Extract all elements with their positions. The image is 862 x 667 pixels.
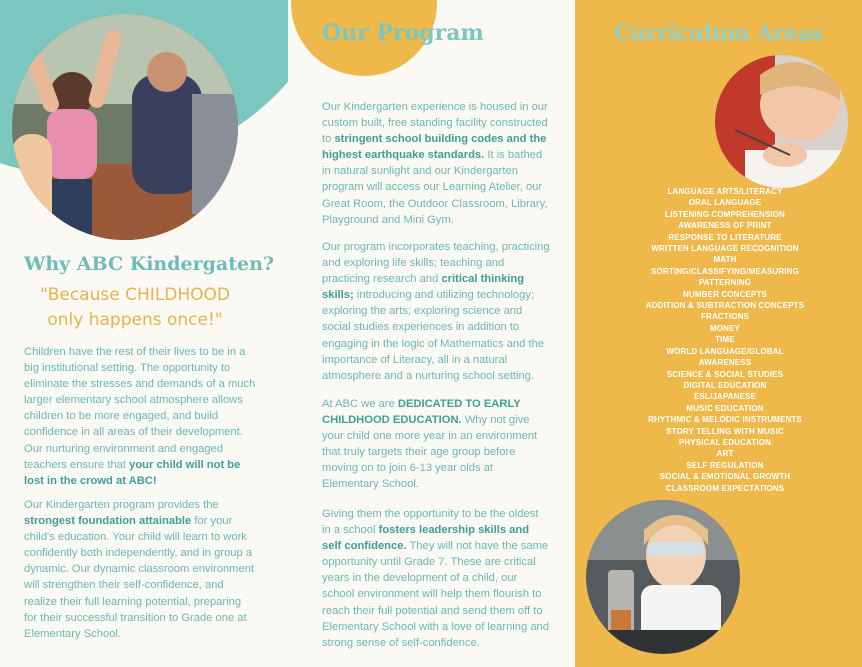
left-paragraph-1-bold: your child will not be lost in the crowd at ABC!: [24, 458, 241, 487]
curriculum-item: ADDITION & SUBTRACTION CONCEPTS: [645, 301, 805, 311]
quote-line-2: only happens once!": [47, 310, 223, 330]
right-panel: [575, 0, 862, 667]
middle-title: Our Program: [322, 20, 484, 46]
curriculum-item: MATH: [713, 255, 737, 265]
program-p2-text-a: Our program incorporates teaching, practicing and exploring life skills; teaching and practicing research and: [322, 241, 550, 286]
middle-panel: [288, 0, 575, 667]
left-paragraph-1-text: Children have the rest of their lives to be in a big institutional setting. The opportunity to eliminate the stresses and demands of a much larger elementary school atmosphere allows children to be more engaged, and build confidence in all areas of their development. Our nurturing environment and engaged teachers ensure that: [24, 346, 256, 471]
curriculum-item: RESPONSE TO LITERATURE: [668, 232, 782, 242]
left-paragraph-2-text-c: for your child's education. Your child will learn to work confidently both independently, and in group a dynamic. Our dynamic classroom environment will strengthen their self-confidence, and realize their full learning potential, preparing for their successful transition to Grade one at Elementary School.: [24, 515, 255, 640]
curriculum-item: MUSIC EDUCATION: [686, 403, 764, 413]
curriculum-item: DIGITAL EDUCATION: [683, 380, 767, 390]
curriculum-item: SCIENCE & SOCIAL STUDIES: [666, 369, 784, 379]
curriculum-item: MONEY: [709, 323, 741, 333]
program-p1-bold: stringent school building codes and the highest earthquake standards.: [322, 133, 547, 162]
program-paragraph-1: [322, 99, 550, 228]
curriculum-item: FRACTIONS: [700, 312, 749, 322]
curriculum-item: ORAL LANGUAGE: [688, 198, 762, 208]
left-paragraph-2-bold: strongest foundation attainable: [24, 515, 192, 528]
program-p3-text-a: At ABC we are: [322, 398, 398, 410]
program-p1-text-c: It is bathed in natural sunlight and our Kindergarten program will access our Learning Atelier, our Great Room, the Outdoor Classroom, Library, Playground and Mini Gym.: [322, 149, 548, 226]
curriculum-item: PATTERNING: [698, 278, 752, 288]
left-paragraph-2-text-a: Our Kindergarten program provides the: [24, 499, 219, 511]
curriculum-item: AWARENESS: [698, 358, 752, 368]
left-title: Why ABC Kindergaten?: [24, 253, 275, 275]
curriculum-item: ESL/JAPANESE: [693, 392, 757, 402]
curriculum-item: LANGUAGE ARTS/LITERACY: [667, 187, 783, 196]
program-paragraph-2: [322, 239, 550, 384]
curriculum-item: AWARENESS OF PRINT: [678, 221, 772, 231]
child-writing-circle-photo: [715, 55, 848, 188]
curriculum-item: LISTENING COMPREHENSION: [665, 209, 785, 219]
curriculum-item: SOCIAL & EMOTIONAL GROWTH: [659, 472, 791, 482]
program-p1-text-a: Our Kindergarten experience is housed in our custom built, free standing facility constructed to: [322, 101, 548, 146]
curriculum-item: ART: [716, 449, 734, 459]
quote-line-1: "Because CHILDHOOD: [39, 285, 231, 305]
left-paragraph-2: [24, 497, 256, 642]
curriculum-item: PHYSICAL EDUCATION: [678, 437, 772, 447]
program-p3-bold: DEDICATED TO EARLY CHILDHOOD EDUCATION.: [322, 398, 521, 427]
program-p2-bold: critical thinking skills;: [322, 273, 525, 302]
curriculum-item: WORLD LANGUAGE/GLOBAL: [666, 346, 784, 356]
curriculum-item: NUMBER CONCEPTS: [682, 289, 768, 299]
curriculum-item: SELF REGULATION: [686, 460, 764, 470]
curriculum-item: STORY TELLING WITH MUSIC: [666, 426, 784, 436]
curriculum-item: RHYTHMIC & MELODIC INSTRUMENTS: [648, 415, 802, 425]
left-panel: [0, 0, 288, 667]
child-science-circle-photo: [586, 500, 740, 654]
program-p4-text-c: They will not have the same opportunity until Grade 7. These are critical years in the development of a child, our school environment will help them flourish to reach their full potential and send them off to Elementary School with a love of learning and strong sense of self-confidence.: [322, 540, 549, 649]
curriculum-item: CLASSROOM EXPECTATIONS: [665, 483, 785, 493]
program-p4-text-a: Giving them the opportunity to be the oldest in a school: [322, 508, 539, 537]
curriculum-item: WRITTEN LANGUAGE RECOGNITION: [651, 244, 799, 254]
program-p4-bold: fosters leadership skills and self confidence.: [322, 524, 530, 553]
program-paragraph-3: [322, 396, 550, 493]
left-paragraph-1: [24, 344, 256, 489]
program-p3-text-c: Why not give your child one more year in an environment that truly targets their age group before moving on to join 6-13 year olds at Elementary School.: [322, 414, 538, 491]
children-circle-photo: [12, 14, 238, 240]
program-p2-text-c: introducing and utilizing technology; exploring the arts; exploring science and social studies experiences in addition to engaging in the logic of Mathematics and the importance of Literacy, all in a natural atmosphere and a nurturing school setting.: [322, 289, 545, 382]
curriculum-list: [625, 186, 825, 494]
right-title: Curriculum Areas: [613, 20, 824, 45]
program-paragraph-4: [322, 506, 550, 651]
curriculum-item: SORTING/CLASSIFYING/MEASURING: [651, 266, 799, 276]
curriculum-item: TIME: [715, 335, 735, 345]
